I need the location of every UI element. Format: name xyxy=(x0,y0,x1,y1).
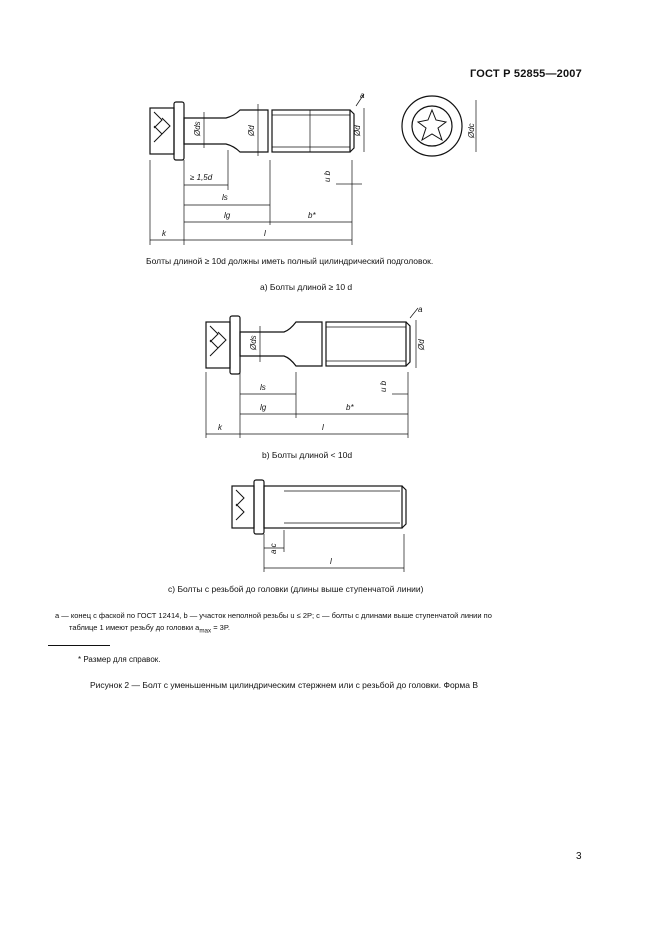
dim-a-dc: Ødc xyxy=(467,123,476,138)
footnote-line-2-text: таблице 1 имеют резьбу до головки a xyxy=(69,623,200,632)
dim-a-a: a xyxy=(360,91,365,100)
dim-a-l: l xyxy=(264,229,266,238)
dim-a-ds: Øds xyxy=(193,121,202,136)
footnote-line-2 xyxy=(55,622,615,638)
dim-b-d: Ød xyxy=(417,339,426,350)
bolt-c-head xyxy=(232,486,254,528)
bolt-b-head xyxy=(206,322,230,368)
dim-a-k: k xyxy=(162,229,166,238)
dim-c-l: l xyxy=(330,557,332,566)
dim-b-ls: ls xyxy=(260,383,266,392)
dim-b-b: b* xyxy=(346,403,354,412)
bolt-a-thread xyxy=(272,110,350,152)
ref-note: * Размер для справок. xyxy=(78,655,161,664)
bolt-b-flange xyxy=(230,316,240,374)
dim-b-k: k xyxy=(218,423,222,432)
dim-b-ds: Øds xyxy=(249,335,258,350)
dim-c-a: a c xyxy=(269,543,278,554)
bolt-c-chamfer xyxy=(402,486,406,528)
bolt-a-head xyxy=(150,108,174,154)
bolt-b-thread xyxy=(326,322,406,366)
dim-a-d2: Ød xyxy=(353,125,362,136)
figure-c-caption: c) Болты с резьбой до головки (длины выше ступенчатой линии) xyxy=(168,584,424,594)
figure-a-caption: a) Болты длиной ≥ 10 d xyxy=(260,282,353,292)
standard-header: ГОСТ Р 52855—2007 xyxy=(470,68,582,80)
dim-a-ge: ≥ 1,5d xyxy=(190,173,213,182)
dim-a-b: b* xyxy=(308,211,316,220)
bolt-c-flange xyxy=(254,480,264,534)
bolt-a-flange xyxy=(174,102,184,160)
footnote-rule xyxy=(48,645,110,646)
footnote-line-1: a — конец с фаской по ГОСТ 12414, b — участок неполной резьбы u ≤ 2P; c — болты с длинами выше ступенчатой линии по xyxy=(55,611,492,620)
page-number: 3 xyxy=(576,851,582,862)
dim-b-u: u b xyxy=(379,380,388,392)
figure-a-note: Болты длиной ≥ 10d должны иметь полный цилиндрический подголовок. xyxy=(146,256,434,266)
figure-title: Рисунок 2 — Болт с уменьшенным цилиндрическим стержнем или с резьбой до головки. Форма B xyxy=(90,680,478,690)
dim-b-lg: lg xyxy=(260,403,267,412)
figure-b-caption: b) Болты длиной < 10d xyxy=(262,450,353,460)
footnote-sub: max xyxy=(199,627,212,635)
footnote-tail: = 3P. xyxy=(211,623,230,632)
bolt-c-thread xyxy=(264,486,402,528)
dim-b-a: a xyxy=(418,305,423,314)
bolt-b-chamfer xyxy=(406,322,410,366)
dim-a-d: Ød xyxy=(247,125,256,136)
dim-a-lg: lg xyxy=(224,211,231,220)
dim-b-l: l xyxy=(322,423,324,432)
dim-a-u: u b xyxy=(323,170,332,182)
footnote-text xyxy=(55,610,615,638)
bolt-a-end-inner xyxy=(412,106,452,146)
dim-a-ls: ls xyxy=(222,193,228,202)
bolt-a-end-outer xyxy=(402,96,462,156)
